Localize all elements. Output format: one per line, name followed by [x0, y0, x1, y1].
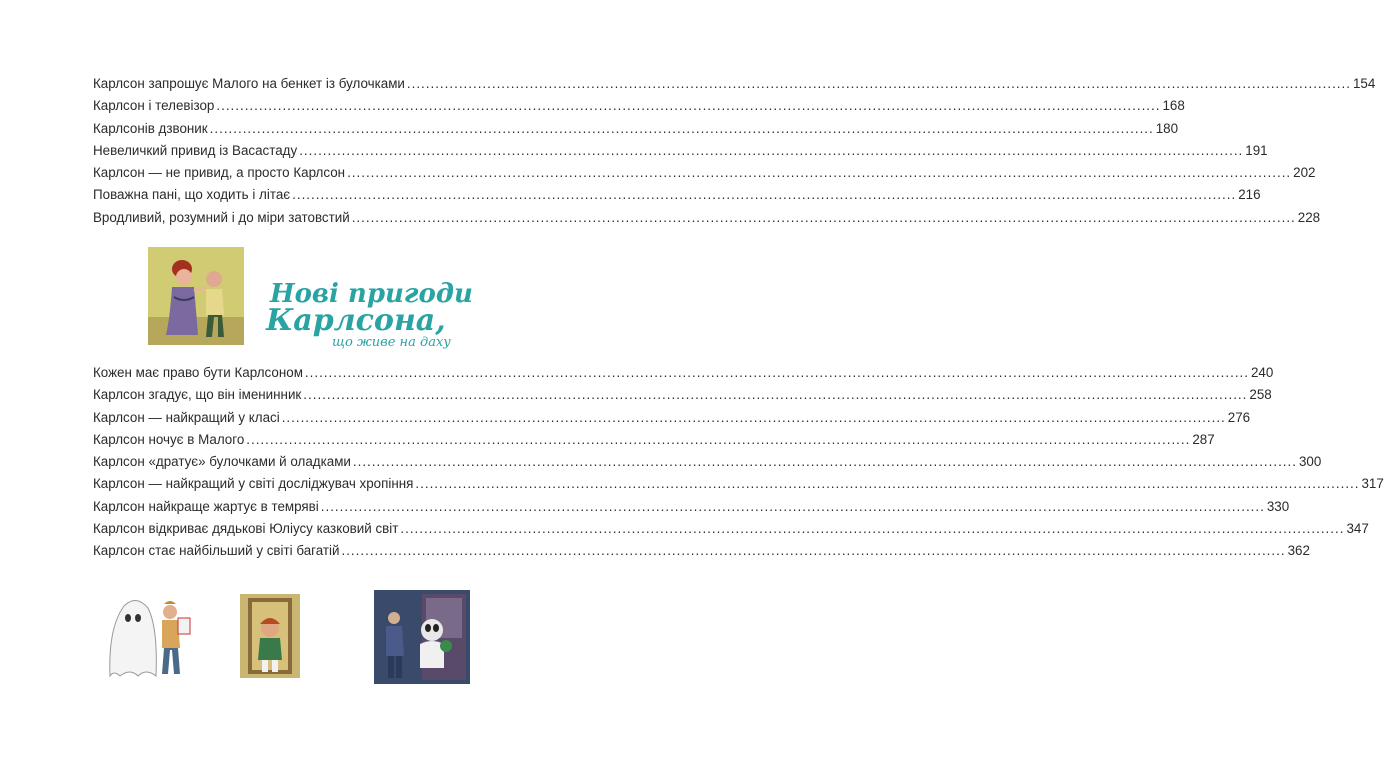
toc-entry-page: 191	[1245, 142, 1268, 158]
toc-entry-page: 287	[1192, 431, 1215, 447]
toc-entry-page: 300	[1298, 454, 1322, 470]
toc-leader-dots: ........................................................................................................................................................................................................	[341, 543, 1286, 559]
toc-entry-title: Карлсон найкраще жартує в темряві	[93, 498, 319, 514]
toc-entry-title: Карлсон — найкращий у класі	[93, 409, 280, 425]
toc-entry	[93, 140, 1268, 162]
toc-entry	[93, 407, 1251, 429]
toc-leader-dots: ........................................................................................................................................................................................................	[299, 142, 1244, 158]
toc-entry	[93, 73, 1376, 95]
toc-entry-title: Карлсон ночує в Малого	[93, 431, 245, 447]
toc-leader-dots: ........................................................................................................................................................................................................	[304, 365, 1249, 380]
toc-entry-title: Карлсон згадує, що він іменинник	[93, 387, 302, 403]
toc-entry-page: 168	[1162, 98, 1185, 114]
illustration-night-room	[374, 590, 470, 684]
toc-leader-dots: ........................................................................................................................................................................................................	[209, 120, 1154, 136]
illustration-boy-at-door	[240, 594, 300, 678]
toc-leader-dots: ........................................................................................................................................................................................................	[352, 454, 1297, 470]
toc-entry-title: Карлсон — не привид, а просто Карлсон	[93, 165, 346, 181]
toc-entry-page: 330	[1266, 498, 1290, 514]
toc-leader-dots: ........................................................................................................................................................................................................	[415, 476, 1360, 492]
toc-entry	[93, 540, 1310, 562]
toc-entry	[93, 118, 1179, 140]
logo-line3: що живе на даху	[332, 335, 451, 350]
toc-entry-title: Вродливий, розумний і до міри затовстий	[93, 209, 350, 225]
toc-entry-title: Невеличкий привид із Васастаду	[93, 142, 298, 158]
book-series-logo	[262, 272, 472, 352]
toc-leader-dots: ........................................................................................................................................................................................................	[303, 387, 1248, 403]
toc-entry	[93, 496, 1290, 518]
toc-entry	[93, 473, 1384, 495]
toc-leader-dots: ........................................................................................................................................................................................................	[320, 498, 1265, 514]
toc-entry	[93, 184, 1261, 206]
toc-entry-page: 362	[1287, 543, 1310, 559]
toc-entry-title: Карлсон стає найбільший у світі багатій	[93, 543, 340, 559]
toc-entry-page: 228	[1297, 209, 1321, 225]
toc-entry	[93, 518, 1369, 540]
toc-leader-dots: ........................................................................................................................................................................................................	[281, 409, 1226, 425]
toc-entry-page: 240	[1250, 365, 1274, 380]
toc-entry-title: Карлсон запрошує Малого на бенкет із булочками	[93, 76, 405, 91]
toc-leader-dots: ........................................................................................................................................................................................................	[406, 76, 1351, 91]
illustration-ghost-and-boy	[100, 588, 195, 680]
logo-line1: Нові пригоди	[270, 279, 473, 309]
toc-entry-title: Карлсон «дратує» булочками й оладками	[93, 454, 351, 470]
toc-entry-page: 154	[1352, 76, 1376, 91]
toc-entry-title: Карлсон — найкращий у світі досліджувач хропіння	[93, 476, 414, 492]
toc-entry-page: 347	[1346, 521, 1369, 537]
toc-leader-dots: ........................................................................................................................................................................................................	[246, 431, 1191, 447]
toc-entry-title: Кожен має право бути Карлсоном	[93, 365, 303, 380]
logo-line2: Карлсона,	[266, 303, 446, 338]
toc-entry-page: 276	[1227, 409, 1251, 425]
toc-leader-dots: ........................................................................................................................................................................................................	[400, 521, 1345, 537]
toc-entry	[93, 429, 1215, 451]
toc-leader-dots: ........................................................................................................................................................................................................	[351, 209, 1296, 225]
toc-entry	[93, 207, 1321, 229]
illustration-woman-and-man	[148, 247, 244, 345]
toc-entry-title: Поважна пані, що ходить і літає	[93, 187, 291, 203]
toc-entry	[93, 362, 1274, 384]
toc-entry-title: Карлсон і телевізор	[93, 98, 215, 114]
toc-entry	[93, 384, 1272, 406]
toc-entry-page: 317	[1361, 476, 1384, 492]
toc-entry	[93, 451, 1322, 473]
toc-leader-dots: ........................................................................................................................................................................................................	[347, 165, 1292, 181]
toc-entry	[93, 162, 1316, 184]
toc-entry-title: Карлсонів дзвоник	[93, 120, 208, 136]
toc-section-2	[93, 362, 1384, 563]
toc-entry-title: Карлсон відкриває дядькові Юліусу казковий світ	[93, 521, 399, 537]
toc-entry-page: 180	[1155, 120, 1179, 136]
toc-leader-dots: ........................................................................................................................................................................................................	[292, 187, 1237, 203]
toc-leader-dots: ........................................................................................................................................................................................................	[216, 98, 1161, 114]
toc-entry-page: 216	[1238, 187, 1261, 203]
toc-entry-page: 202	[1293, 165, 1316, 181]
toc-entry	[93, 95, 1185, 117]
toc-section-1	[93, 73, 1376, 229]
toc-entry-page: 258	[1249, 387, 1272, 403]
